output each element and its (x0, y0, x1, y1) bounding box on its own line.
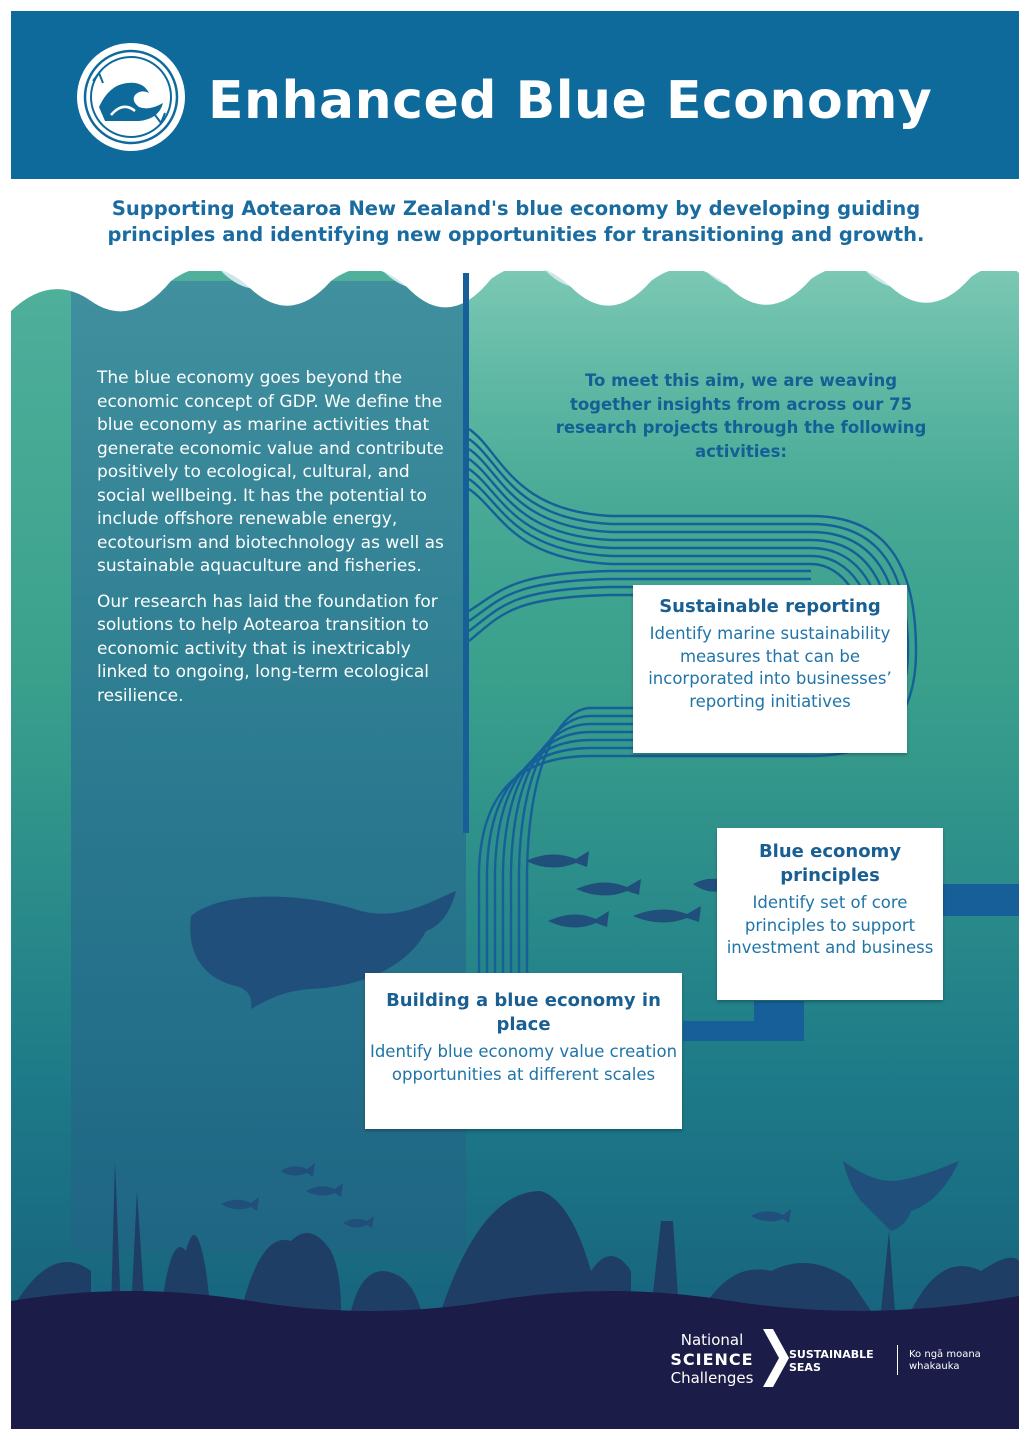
intro-text (97, 367, 457, 720)
activity-title: Blue economy principles (758, 841, 902, 886)
aim-statement: To meet this aim, we are weaving together insights from across our 75 research projects through the following activities: (555, 371, 927, 461)
page-title: Enhanced Blue Economy (208, 71, 933, 131)
intro-paragraph-1: The blue economy goes beyond the economic concept of GDP. We define the blue economy as marine activities that generate economic value and contribute positively to ecological, cultural, and social wellbeing. It has the potential to include offshore renewable energy, ecotourism and biotechnology as well as sustainable aquaculture and fisheries. (97, 368, 444, 576)
activity-title: Building a blue economy in place (386, 990, 661, 1035)
wave-circle-logo-icon (75, 41, 187, 153)
footer-divider (897, 1345, 898, 1375)
activity-text: Identify set of core principles to support investment and business (726, 893, 934, 957)
activity-card-sustainable-reporting (633, 585, 907, 753)
activity-text: Identify marine sustainability measures that can be incorporated into businesses’ reporting initiatives (648, 624, 892, 711)
chevron-right-icon (763, 1329, 789, 1387)
subtitle: Supporting Aotearoa New Zealand's blue economy by developing guiding principles and identifying new opportunities for transitioning and growth. (107, 197, 925, 246)
footer-motto: Ko ngā moana whakauka (909, 1349, 981, 1372)
sustainable-seas-logo: SUSTAINABLE SEAS (789, 1348, 874, 1374)
activity-card-building-in-place (365, 973, 682, 1129)
ns-line-science: SCIENCE (670, 1350, 754, 1369)
national-science-challenges-logo (657, 1331, 767, 1388)
activity-text: Identify blue economy value creation opportunities at different scales (369, 1042, 678, 1084)
ns-line-national: National (680, 1331, 744, 1349)
activity-title: Sustainable reporting (659, 596, 881, 617)
activity-card-blue-economy-principles (717, 828, 943, 1000)
poster (11, 11, 1019, 1429)
ns-line-challenges: Challenges (670, 1369, 754, 1387)
header-banner (11, 11, 1019, 179)
stream-pipe-right (941, 884, 1019, 916)
divider-line (463, 273, 469, 833)
intro-paragraph-2: Our research has laid the foundation for solutions to help Aotearoa transition to economic activity that is inextricably linked to ongoing, long-term ecological resilience. (97, 591, 438, 706)
